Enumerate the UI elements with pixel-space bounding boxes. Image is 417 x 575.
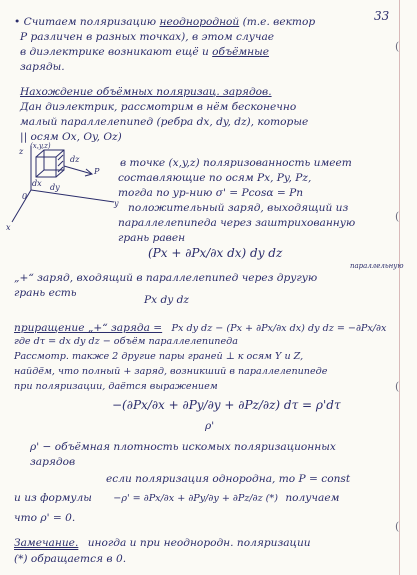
diagram-label: dz: [70, 155, 80, 164]
text-line: [14, 537, 311, 549]
punch-mark: (: [395, 210, 400, 223]
text-span: иногда и при неоднородн. поляризации: [87, 537, 311, 549]
text-line: грань равен: [118, 232, 186, 244]
text-span: (т.е. вектор: [242, 16, 316, 28]
text-line: если поляризация однородна, то P = const: [106, 473, 351, 485]
text-line: найдём, что полный + заряд, возникший в параллелепипеде: [14, 366, 328, 377]
margin-line: [399, 0, 400, 575]
diagram-label: (x,y,z): [30, 142, 51, 150]
section-heading: Нахождение объёмных поляризац. зарядов.: [20, 86, 272, 98]
diagram-label: dy: [50, 183, 60, 192]
text-line: „+“ заряд, входящий в параллелепипед через другую: [14, 272, 318, 284]
punch-mark: (: [395, 380, 400, 393]
formula-label: ρ': [205, 420, 215, 432]
text-line: P различен в разных точках), в этом случае: [20, 31, 275, 43]
text-line: [14, 322, 386, 335]
remark-label: Замечание.: [14, 537, 79, 549]
text-line: [14, 492, 339, 505]
text-line: [20, 46, 269, 58]
text-line: Рассмотр. также 2 другие пары граней ⊥ к осям Y и Z,: [14, 351, 304, 362]
parallelepiped-diagram: [6, 140, 126, 230]
page-number: 33: [374, 9, 390, 23]
margin-note: параллельную: [350, 262, 404, 270]
diagram-label: x: [6, 223, 11, 232]
text-line: при поляризации, даётся выражением: [14, 381, 218, 392]
formula-span: Px dy dz − (Px + ∂Px/∂x dx) dy dz = −∂Px/∂x: [171, 323, 387, 334]
punch-mark: (: [395, 520, 400, 533]
text-line: тогда по ур-нию σ' = Pcosα = Pn: [118, 187, 304, 199]
text-line: (*) обращается в 0.: [14, 553, 127, 565]
text-line: заряды.: [20, 61, 65, 73]
text-span: • Считаем поляризацию: [14, 16, 157, 28]
formula: (Px + ∂Px/∂x dx) dy dz: [148, 246, 283, 260]
punch-mark: (: [395, 40, 400, 53]
text-span: и из формулы: [14, 492, 92, 504]
diagram-label: y: [114, 199, 119, 208]
text-line: Дан диэлектрик, рассмотрим в нём бесконечно: [20, 101, 297, 113]
text-line: где dτ = dx dy dz − объём параллелепипеда: [14, 336, 238, 347]
diagram-label: dx: [32, 179, 42, 188]
text-line: ρ' − объёмная плотность искомых поляризационных: [30, 441, 336, 453]
text-line: в точке (x,y,z) поляризованность имеет: [120, 157, 352, 169]
y-axis: [31, 190, 114, 202]
diagram-label: z: [19, 147, 24, 156]
underlined-term: неоднородной: [159, 16, 240, 28]
text-line: составляющие по осям Px, Py, Pz,: [118, 172, 312, 184]
text-line: зарядов: [30, 456, 76, 468]
text-line: малый параллелепипед (ребра dx, dy, dz), которые: [20, 116, 309, 128]
formula: −(∂Px/∂x + ∂Py/∂y + ∂Pz/∂z) dτ = ρ'dτ: [112, 398, 341, 412]
text-line: [14, 16, 315, 28]
text-span: получаем: [285, 492, 340, 504]
text-line: грань есть: [14, 287, 77, 299]
text-span: в диэлектрике возникают ещё и: [20, 46, 209, 58]
text-span: приращение „+“ заряда =: [14, 322, 163, 334]
text-line: параллелепипеда через заштрихованную: [118, 217, 356, 229]
text-line: положительный заряд, выходящий из: [128, 202, 349, 214]
formula-span: −ρ' = ∂Px/∂x + ∂Py/∂y + ∂Pz/∂z (*): [113, 493, 278, 504]
formula: Px dy dz: [144, 294, 189, 306]
diagram-label: P: [94, 167, 100, 176]
text-line: что ρ' = 0.: [14, 512, 76, 524]
underlined-term: объёмные: [212, 46, 270, 58]
text-line: || осям Ox, Oy, Oz): [20, 131, 122, 143]
diagram-label: 0: [22, 192, 28, 201]
